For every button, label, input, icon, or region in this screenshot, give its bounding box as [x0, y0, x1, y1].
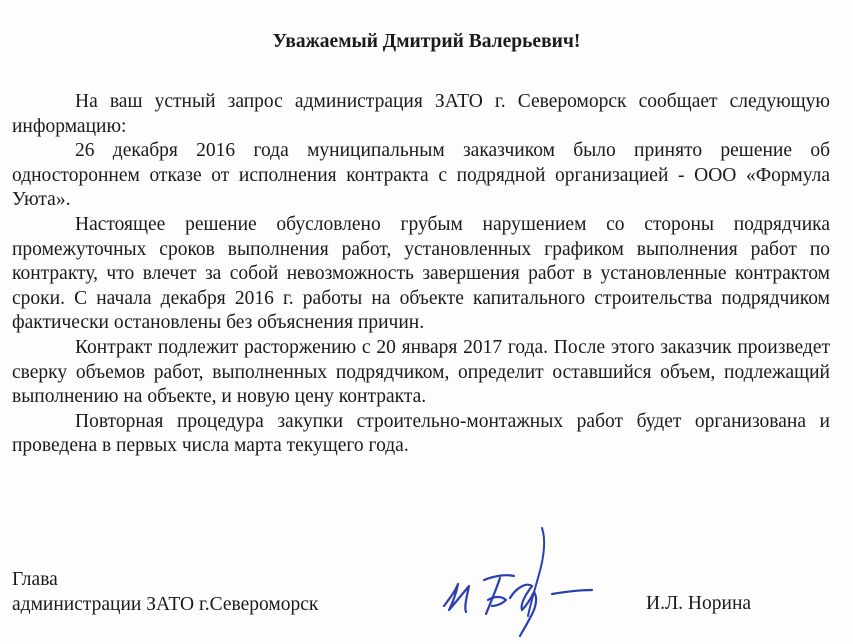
signatory-name: И.Л. Норина: [646, 593, 752, 614]
letter-paragraph: Повторная процедура закупки строительно-монтажных работ будет организована и проведена в первых числа марта текущего года.: [12, 410, 830, 457]
letter-greeting: Уважаемый Дмитрий Валерьевич!: [272, 31, 581, 52]
letter-body: [12, 90, 830, 459]
handwritten-signature: [422, 518, 612, 638]
signatory-position-line: администрации ЗАТО г.Североморск: [12, 593, 319, 615]
letter-paragraph: На ваш устный запрос администрация ЗАТО г. Североморск сообщает следующую информацию:: [12, 91, 830, 137]
signature-block: [12, 568, 830, 638]
signatory-position-line: Глава: [12, 569, 58, 590]
letter-paragraph: Контракт подлежит расторжению с 20 января 2017 года. После этого заказчик произведет сверку объемов работ, выполненных подрядчиком, определит оставшийся объем, подлежащий выполнению на объекте, и новую цену контракта.: [12, 336, 830, 408]
letter-paragraph: 26 декабря 2016 года муниципальным заказчиком было принято решение об одностороннем отказе от исполнения контракта с подрядной организацией - ООО «Формула Уюта».: [12, 140, 830, 211]
signatory-position: [12, 568, 318, 617]
letter-paragraph: Настоящее решение обусловлено грубым нарушением со стороны подрядчика промежуточных сроков выполнения работ, установленных графиком выполнения работ по контракту, что влечет за собой невозможность завершения работ в установленные контрактом сроки. С начала декабря 2016 г. работы на объекте капитального строительства подрядчиком фактически остановлены без объяснения причин.: [12, 213, 830, 334]
